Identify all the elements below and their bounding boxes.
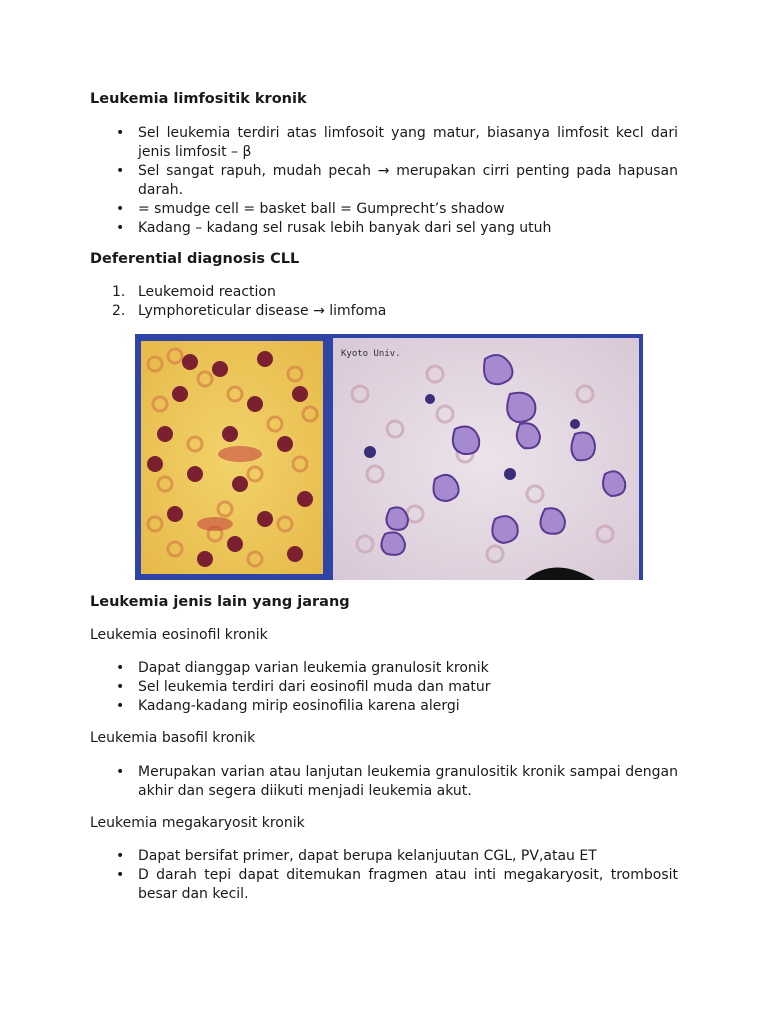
list-item: • Sel leukemia terdiri atas limfosoit yang matur, biasanya limfosit kecl dari jenis limfosit – β — [116, 125, 678, 160]
list-item: • = smudge cell = basket ball = Gumprecht’s shadow — [116, 201, 505, 217]
bullet-icon: • — [116, 679, 125, 695]
subheading-eosinofil: Leukemia eosinofil kronik — [90, 627, 268, 643]
bullet-icon: • — [116, 201, 125, 217]
bullet-icon: • — [116, 698, 125, 714]
bullet-icon: • — [116, 125, 125, 141]
list-item: • Sel sangat rapuh, mudah pecah → merupakan cirri penting pada hapusan darah. — [116, 163, 678, 198]
list-item: • Kadang-kadang mirip eosinofilia karena alergi — [116, 698, 460, 714]
cll-bullet-list — [90, 124, 678, 238]
basofil-bullet-list — [90, 763, 678, 801]
bullet-icon: • — [116, 220, 125, 236]
list-item: • Dapat dianggap varian leukemia granulosit kronik — [116, 660, 489, 676]
list-item: • Dapat bersifat primer, dapat berupa kelanjuutan CGL, PV,atau ET — [116, 848, 597, 864]
eosinofil-bullet-list — [90, 659, 678, 716]
megakaryosit-bullet-list — [90, 847, 678, 904]
bullet-icon: • — [116, 867, 125, 883]
bullet-icon: • — [116, 848, 125, 864]
subheading-basofil: Leukemia basofil kronik — [90, 730, 256, 746]
bullet-icon: • — [116, 163, 125, 179]
list-item: 2. Lymphoreticular disease → limfoma — [112, 303, 387, 319]
figure-caption: Kyoto Univ. — [341, 349, 401, 359]
list-item: • Merupakan varian atau lanjutan leukemia granulositik kronik sampai dengan akhir dan segera diikuti menjadi leukemia akut. — [116, 764, 678, 799]
list-item: • Kadang – kadang sel rusak lebih banyak dari sel yang utuh — [116, 220, 552, 236]
section-heading-differential: Deferential diagnosis CLL — [90, 251, 300, 267]
bullet-icon: • — [116, 764, 125, 780]
bullet-icon: • — [116, 660, 125, 676]
section-heading-rare-leukemia: Leukemia jenis lain yang jarang — [90, 594, 350, 610]
subheading-megakaryosit: Leukemia megakaryosit kronik — [90, 815, 305, 831]
list-item: • Sel leukemia terdiri dari eosinofil muda dan matur — [116, 679, 491, 695]
list-item: • D darah tepi dapat ditemukan fragmen atau inti megakaryosit, trombosit besar dan kecil. — [116, 867, 678, 902]
differential-list — [90, 283, 678, 321]
section-heading-cll: Leukemia limfositik kronik — [90, 91, 307, 107]
list-item: 1. Leukemoid reaction — [112, 284, 276, 300]
blood-smear-photo — [135, 334, 643, 580]
blood-smear-image — [135, 334, 643, 580]
